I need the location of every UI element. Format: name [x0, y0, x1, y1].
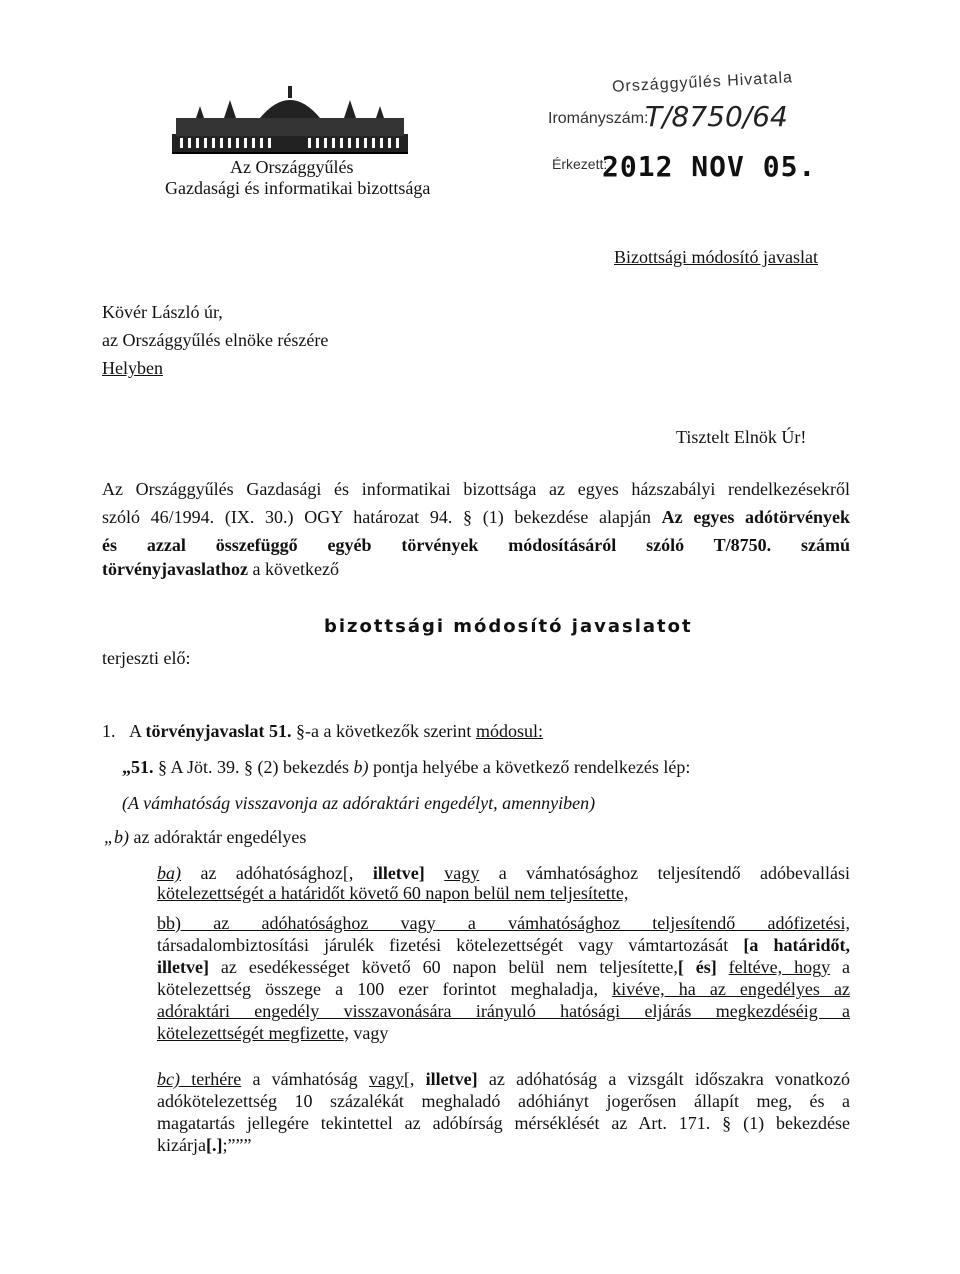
subpoint-text: ;”””: [222, 1135, 252, 1155]
item-text: §-a a: [291, 721, 336, 741]
addressee-location: Helyben: [102, 358, 163, 378]
intro-line-4: [102, 558, 339, 580]
addressee-role: az Országgyűlés elnöke részére: [102, 330, 329, 350]
subpoint-text: az esedékességet követő 60 napon belül nem teljesítette,: [208, 957, 678, 977]
subpoint-text: adókötelezettség 10 százalékát meghaladó adóhiányt jogerősen állapít meg, és a: [157, 1091, 850, 1111]
inserted-text: adóraktári engedély visszavonására irányuló hatósági eljárás megkezdéséig a: [157, 1001, 850, 1021]
subpoint-bb-line-3: [157, 956, 850, 978]
point-label: „b): [104, 827, 130, 847]
item-text: A: [129, 721, 146, 741]
subpoint-bc-line-1: [157, 1068, 850, 1090]
subpoint-text: a: [830, 957, 851, 977]
bill-title: és azzal összefüggő egyéb törvények módosításáról szóló T/8750. számú: [102, 535, 850, 555]
subpoint-label: ba): [157, 863, 181, 883]
point-text: az adóraktár engedélyes: [129, 827, 307, 847]
org-name: Az Országgyűlés: [230, 157, 354, 177]
section-number: „51.: [122, 757, 154, 777]
deleted-text: [ és]: [677, 957, 717, 977]
document-type: Bizottsági módosító javaslat: [614, 247, 818, 267]
subpoint-text: kizárja: [157, 1135, 206, 1155]
section-51-line: [122, 756, 690, 778]
subpoint-ba-line-2: kötelezettségét a határidőt követő 60 napon belül nem teljesítette,: [157, 883, 629, 903]
subpoint-text: az adóhatósághoz[,: [181, 863, 373, 883]
subpoint-bb-line-1: [157, 912, 850, 934]
inserted-text: kötelezettségét megfizette,: [157, 1023, 349, 1043]
item-text-underlined: módosul:: [475, 721, 543, 741]
subpoint-text: vagy: [348, 1023, 389, 1043]
subpoint-text: a vámhatósághoz teljesítendő adóbevallási: [479, 863, 850, 883]
subpoint-text: [,: [403, 1069, 426, 1089]
subpoint-bc-line-2: [157, 1090, 850, 1112]
subpoint-text: [425, 863, 444, 883]
stamp-office: Országgyűlés Hivatala: [611, 69, 794, 96]
stamp-label-received: Érkezett:: [552, 156, 608, 172]
intro-line-2: [102, 506, 850, 528]
subpoint-label: bc): [157, 1069, 180, 1089]
amendment-item-1: [102, 720, 543, 742]
item-target: törvényjavaslat 51.: [145, 721, 292, 741]
bill-title: Az egyes adótörvények: [661, 507, 851, 527]
inserted-text: terhére: [179, 1069, 242, 1089]
subpoint-text: [717, 957, 729, 977]
stamp-date: 2012 NOV 05.: [602, 150, 817, 183]
section-text: pontja helyébe a következő rendelkezés lép:: [368, 757, 691, 777]
item-number: 1.: [102, 721, 116, 741]
subpoint-text: bb) az adóhatósághoz vagy a vámhatósághoz teljesítendő adófizetési,: [157, 913, 850, 933]
inserted-text: feltéve, hogy: [728, 957, 831, 977]
stamp-handwritten-number: T/8750/64: [645, 100, 788, 133]
subpoint-bb-line-5: [157, 1000, 850, 1022]
salutation: Tisztelt Elnök Úr!: [676, 427, 807, 447]
subpoint-text: az adóhatóság a vizsgált időszakra vonatkozó: [477, 1069, 851, 1089]
item-text: következők szerint: [335, 721, 476, 741]
section-text: § A Jöt. 39. § (2) bekezdés: [153, 757, 354, 777]
committee-name: Gazdasági és informatikai bizottsága: [165, 178, 431, 198]
subpoint-bb-line-6: [157, 1022, 388, 1044]
subpoint-text: magatartás jellegére tekintettel az adóbírság mérséklését az Art. 171. § (1) bekezdése: [157, 1113, 850, 1133]
intro-text: szóló 46/1994. (IX. 30.) OGY határozat 94. § (1) bekezdése alapján: [102, 507, 662, 527]
submits-label: terjeszti elő:: [102, 648, 191, 668]
context-text: (A vámhatóság visszavonja az adóraktári engedélyt, amennyiben): [122, 793, 596, 813]
stamp-label-number: Irományszám:: [548, 110, 649, 127]
proposal-heading: bizottsági módosító javaslatot: [324, 616, 693, 637]
deleted-text: [.]: [205, 1135, 223, 1155]
inserted-text: kivéve, ha az engedélyes az: [612, 979, 850, 999]
intro-text: a következő: [247, 559, 339, 579]
section-point: b): [353, 757, 369, 777]
deleted-text: illetve]: [157, 957, 209, 977]
deleted-text: [a határidőt,: [743, 935, 851, 955]
intro-text: Az Országgyűlés Gazdasági és informatikai bizottsága az egyes házszabályi rendelkezésekről: [102, 479, 850, 499]
subpoint-ba-line-1: [157, 862, 850, 884]
bill-title: törvényjavaslathoz: [102, 559, 248, 579]
inserted-text: vagy: [368, 1069, 404, 1089]
point-b: [104, 826, 306, 848]
addressee-name: Kövér László úr,: [102, 302, 223, 322]
subpoint-text: kötelezettség összege a 100 ezer forintot meghaladja,: [157, 979, 613, 999]
deleted-text: illetve]: [425, 1069, 478, 1089]
intro-line-3: [102, 534, 850, 556]
subpoint-bc-line-4: [157, 1134, 251, 1156]
parliament-building-logo: [172, 82, 408, 154]
inserted-text: vagy: [444, 863, 480, 883]
subpoint-bb-line-4: [157, 978, 850, 1000]
subpoint-text: társadalombiztosítási járulék fizetési kötelezettségét vagy vámtartozását: [157, 935, 744, 955]
intro-line-1: [102, 478, 850, 500]
subpoint-bb-line-2: [157, 934, 850, 956]
deleted-text: illetve]: [372, 863, 425, 883]
subpoint-bc-line-3: [157, 1112, 850, 1134]
subpoint-text: a vámhatóság: [241, 1069, 369, 1089]
